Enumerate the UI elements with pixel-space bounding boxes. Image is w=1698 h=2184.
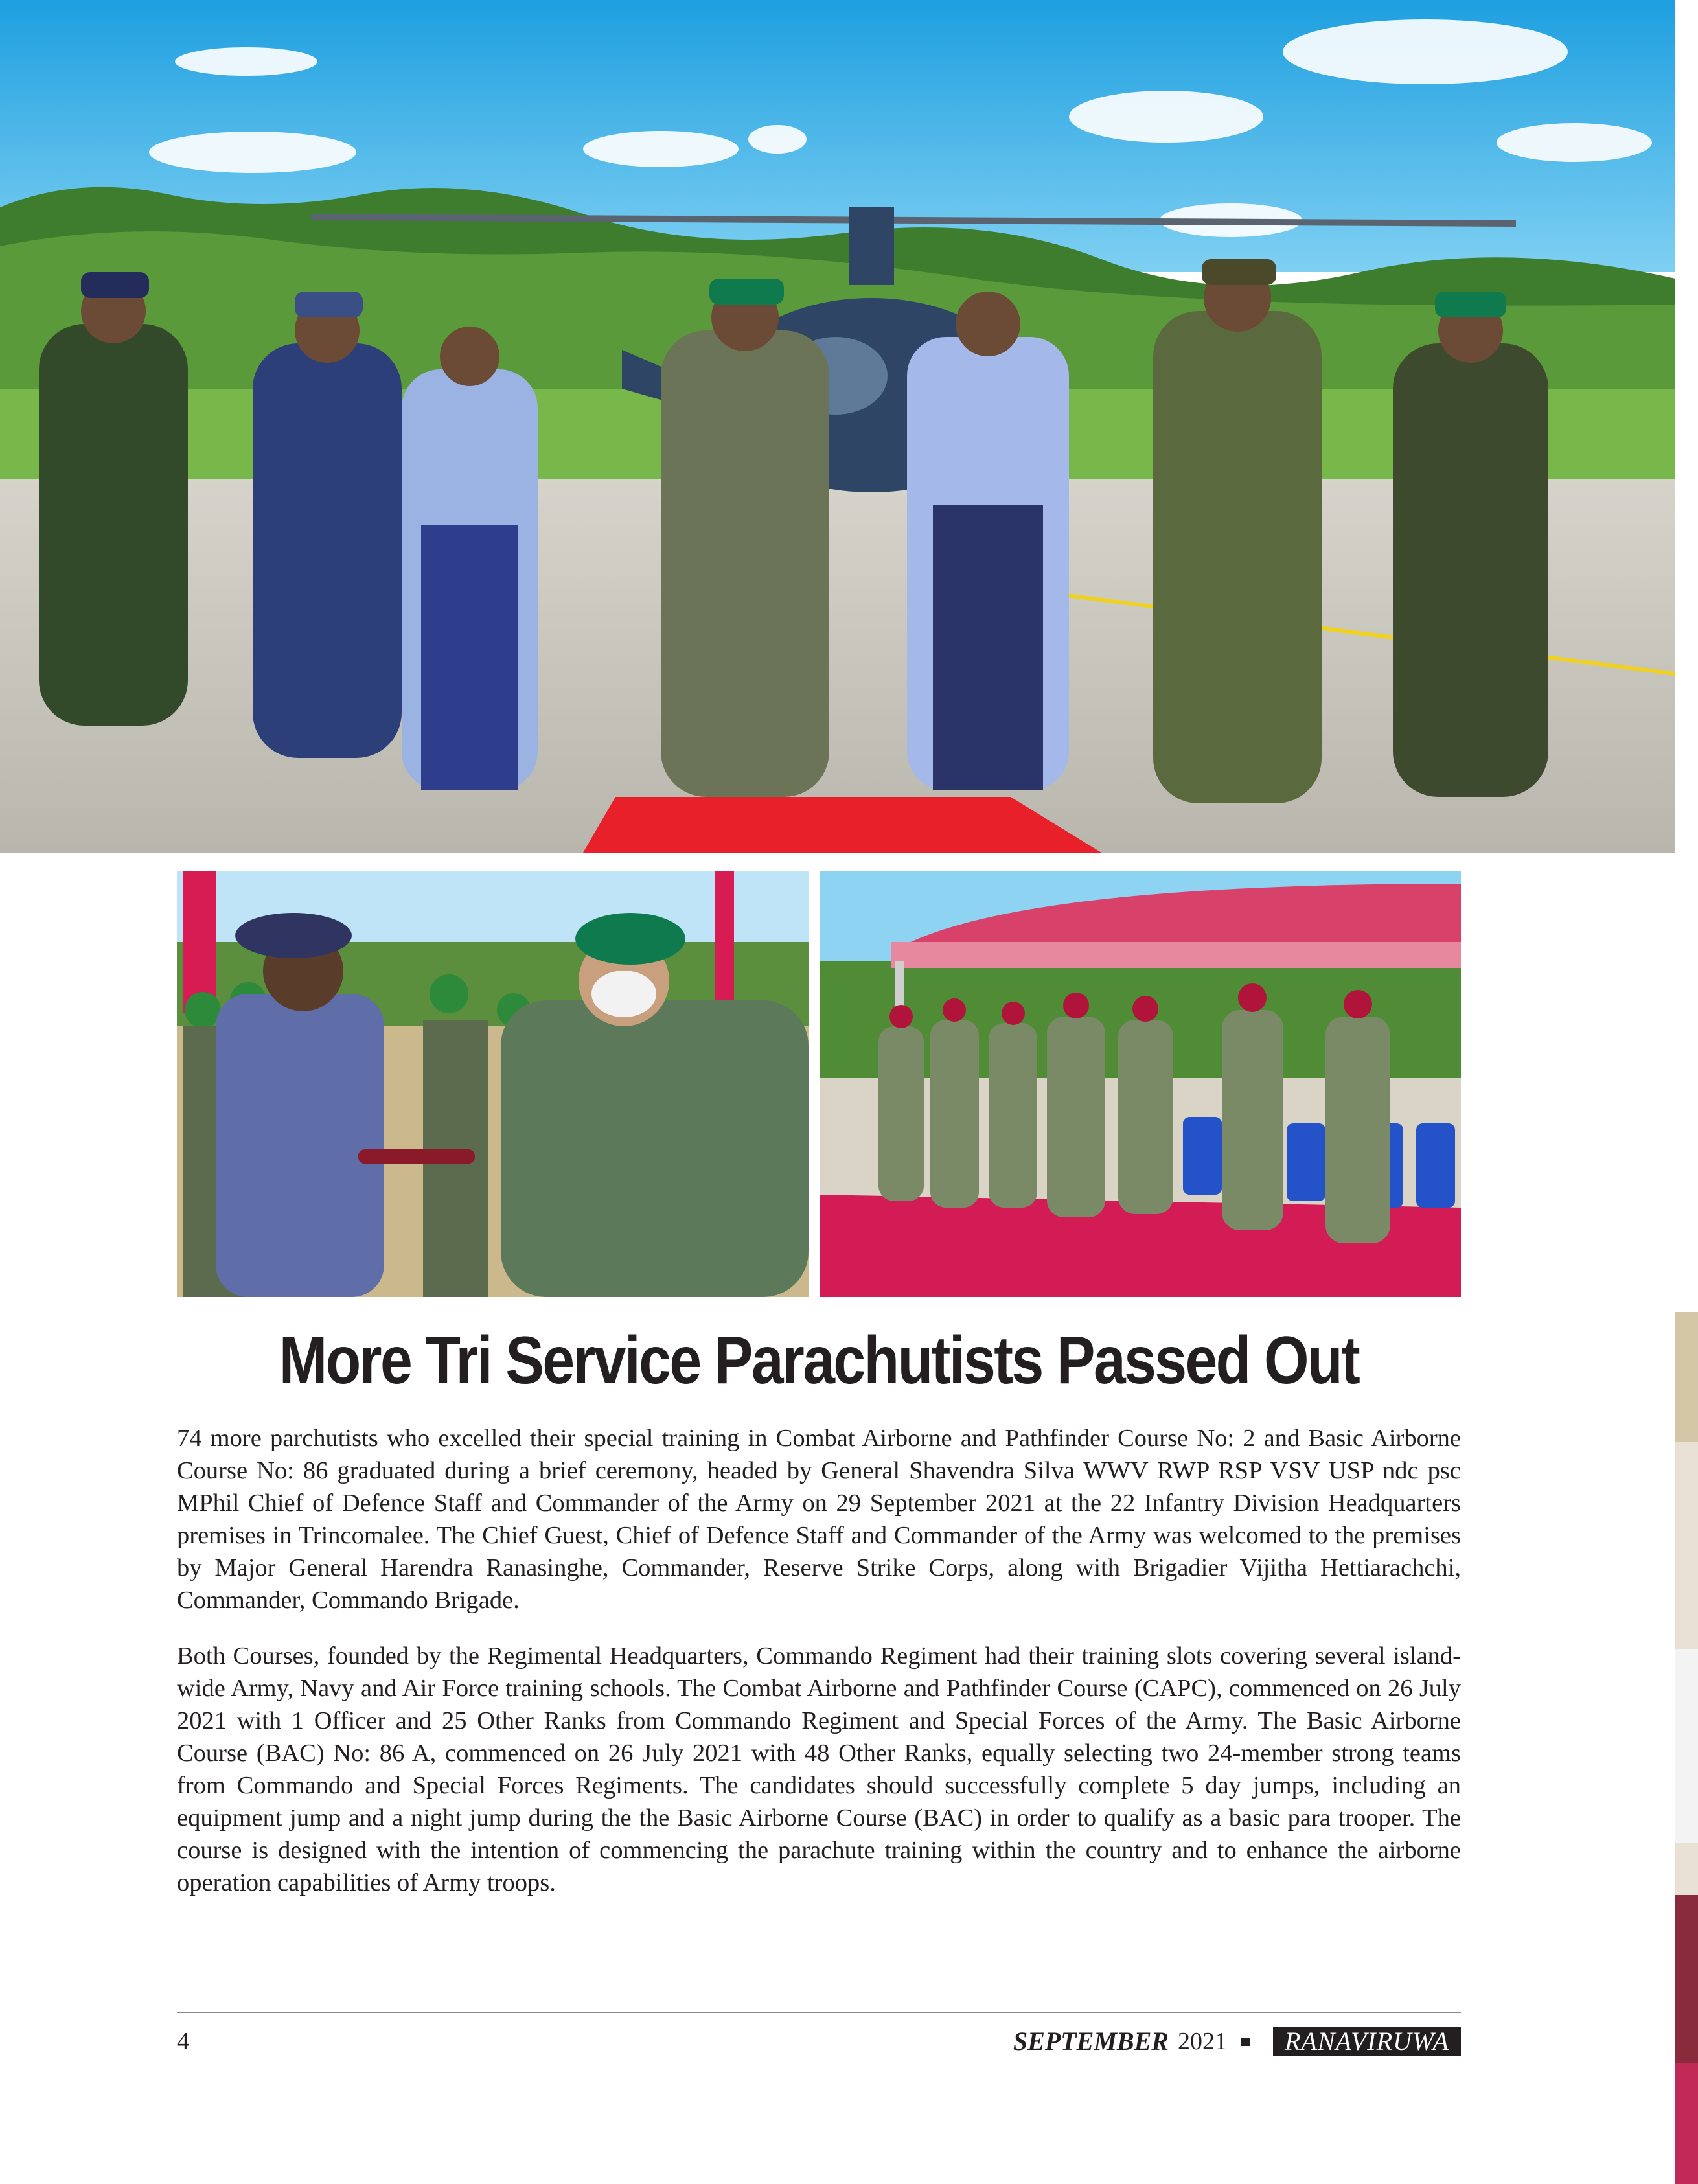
hero-photo-illustration [0,0,1675,853]
publication-name: RANAVIRUWA [1273,2027,1461,2056]
issue-year: 2021 [1177,2028,1227,2055]
article-paragraph: 74 more parchutists who excelled their special training in Combat Airborne and Pathfinder Course No: 2 and Basic Airborne Course No: 86 graduated during a brief ceremony, headed by General Shavendra Silva WWV RWP RSP VSV USP ndc psc MPhil Chief of Defence Staff and Commander of the Army on 29 September 2021 at the 22 Infantry Division Headquarters premises in Trincomalee. The Chief Guest, Chief of Defence Staff and Commander of the Army was welcomed to the premises by Major General Harendra Ranasinghe, Commander, Reserve Strike Corps, along with Brigadier Vijitha Hettiarachchi, Commander, Commando Brigade. [177,1425,1461,1614]
article-paragraph: Both Courses, founded by the Regimental Headquarters, Commando Regiment had their training slots covering several island-wide Army, Navy and Air Force training schools. The Combat Airborne and Pathfinder Course (CAPC), commenced on 26 July 2021 with 1 Officer and 25 Other Ranks from Commando Regiment and Special Forces of the Army. The Basic Airborne Course (BAC) No: 86 A, commenced on 26 July 2021 with 48 Other Ranks, equally selecting two 24-member strong teams from Commando and Special Forces Regiments. The candidates should successfully complete 5 day jumps, including an equipment jump and a night jump during the the Basic Airborne Course (BAC) in order to qualify as a basic para trooper. The course is designed with the intention of commencing the parachute training within the country and to enhance the airborne operation capabilities of Army troops. [177,1642,1461,1896]
badge-presentation-photo [177,871,809,1297]
footer-divider [177,2012,1461,2013]
ceremony-canopy-illustration [820,871,1461,1297]
issue-info [1013,2027,1461,2056]
badge-presentation-illustration [177,871,809,1297]
article-body [177,1422,1461,1922]
hero-photo [0,0,1675,853]
adjacent-page-edge-illustration [1675,1312,1698,2184]
page-number: 4 [177,2028,189,2055]
issue-month: SEPTEMBER [1013,2027,1169,2056]
adjacent-page-edge [1675,1312,1698,2184]
square-bullet-icon [1241,2038,1250,2046]
ceremony-canopy-photo [820,871,1461,1297]
article-headline: More Tri Service Parachutists Passed Out [279,1323,1359,1398]
